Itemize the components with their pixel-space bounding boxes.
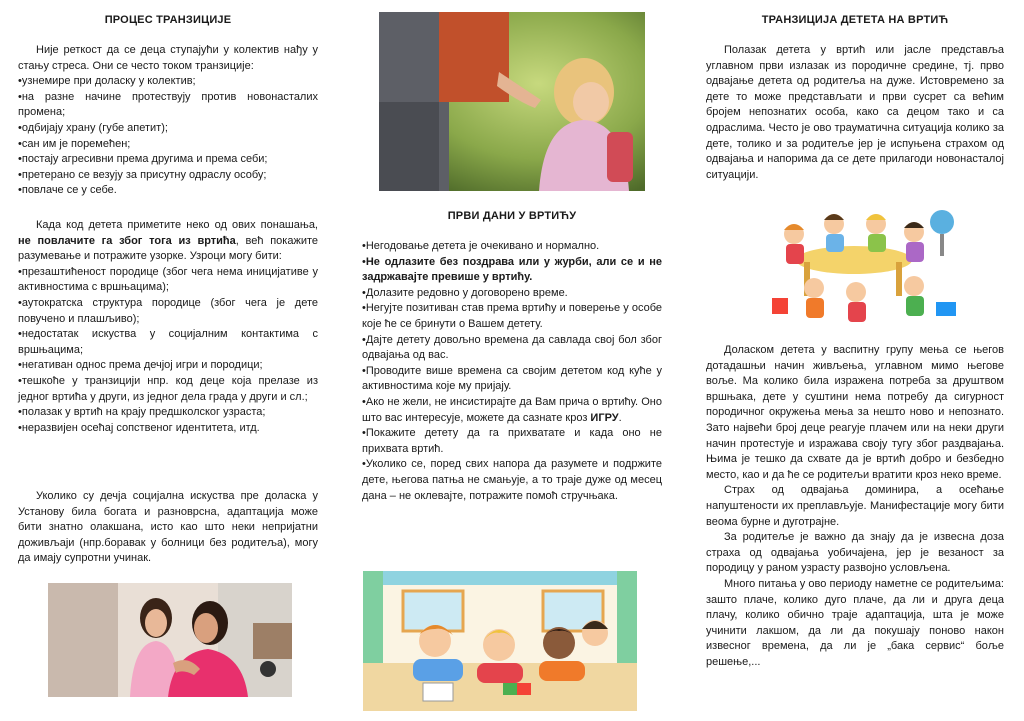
list-item: • Проводите више времена са својим дететом код куће у активностима које му пријају.	[362, 364, 662, 395]
list-item: • полазак у вртић на крају предшколског узраста;	[18, 405, 318, 421]
children-cartoon-illustration	[363, 571, 637, 711]
list-item: • аутократска структура породице (због чега је дете повучено и плашљиво);	[18, 296, 318, 327]
reactions-list	[18, 74, 318, 199]
list-item: • на разне начине протествују против новонасталих промена;	[18, 90, 318, 121]
list-item: • Не одлазите без поздрава или у журби, али се и не задржавајте превише у вртићу.	[362, 255, 662, 286]
list-item: • узнемире при доласку у колектив;	[18, 74, 318, 90]
section-title: ТРАНЗИЦИЈА ДЕТЕТА НА ВРТИЋ	[761, 14, 949, 26]
list-item: • одбијају храну (губе апетит);	[18, 121, 318, 137]
classroom-table-illustration	[764, 202, 966, 326]
list-item: • Покажите детету да га прихватате и када оно не прихвата вртић.	[362, 426, 662, 457]
list-item: • Ако не жели, не инсистирајте да Вам прича о вртићу. Оно што вас интересује, можете да сазнате кроз ИГРУ.	[362, 395, 662, 426]
section-title: ПРВИ ДАНИ У ВРТИЋУ	[447, 210, 577, 222]
list-item: • Негодовање детета је очекивано и нормално.	[362, 239, 662, 255]
notice-paragraph: Када код детета приметите неко од ових понашања, не повлачите га због тога из вртића, већ покажите разумевање и потражите узорке. Узроци могу бити:	[18, 219, 319, 263]
list-item: • Уколико се, поред свих напора да разумете и подржите дете, његова патња не смањује, а то траје дуже од месец дана – не оклевајте, потражите помоћ стручњака.	[362, 457, 662, 504]
list-item: • сан им је поремећен;	[18, 137, 318, 153]
list-item: • негативан однос према дечјој игри и породици;	[18, 358, 318, 374]
tips-list	[362, 239, 662, 504]
closing-paragraph: Уколико су дечја социјална искуства пре доласка у Установу била богата и разноврсна, адаптација може бити знатно олакшана, исто као што неки непријатни доживљаји (нпр.боравак у болници без родитеља), могу да имају супротни учинак.	[18, 490, 318, 565]
parent-child-photo	[379, 12, 645, 191]
paragraph: Много питања у ово периоду наметне се родитељима: зашто плаче, колико дуго плаче, да ли и друга деца плачу, колико обично траје адаптација, шта је може учинити лакшом, да ли да покушају поново након извесног времена, да ли је „бака сервис“ боље решење,...	[706, 577, 1004, 668]
paragraph: Доласком детета у васпитну групу мења се његов дотадашњи начин живљења, углавном мимо његове воље. Ма колико била изражена потреба за друштвом вршњака, дете у суштини нема потребу да сигурност породичног окружења мења за нешто ново и непознато. Зато највећи број деце реагује плачем или на неки други начин протестује и изражава своју тугу због раздвајања. Њима је тешко да схвате да је вртић добро и безбедно место, као и да ће се родитељи вратити кроз неко време.	[706, 344, 1004, 481]
mother-daughter-photo	[48, 583, 292, 697]
list-item: • неразвијен осећај сопственог идентитета, итд.	[18, 421, 318, 437]
list-item: • тешкоће у транзицији нпр. код деце која прелазе из једног вртића у други, из једног дела града у други и сл.;	[18, 374, 318, 405]
list-item: • недостатак искуства у социјалним контактима с вршњацима;	[18, 327, 318, 358]
causes-list	[18, 265, 318, 437]
paragraph: Страх од одвајања доминира, а осећање напуштености их преплављује. Манифестације могу бити веома бурне и дуготрајне.	[706, 484, 1004, 528]
paragraph: За родитеље је важно да знају да је извесна доза страха од одвајања уобичајена, јер је везаност за породицу у раном узрасту развојно условљена.	[706, 531, 1004, 575]
paragraph: Полазак детета у вртић или јасле представља углавном први излазак из породичне средине, тј. прво одвајање детета од родитеља на дуже. Истовремено за дете то може представљати и први сусрет са већим бројем непознатих особа, како са децом тако и са одраслима. Често је ово трауматична ситуација колико за дете, толико и за родитеље јер је испуњена страхом од одвајања и напорима да се дете прилагоди новонасталој ситуацији.	[706, 44, 1004, 181]
list-item: • повлаче се у себе.	[18, 183, 318, 199]
list-item: • постају агресивни према другима и према себи;	[18, 152, 318, 168]
list-item: • Долазите редовно у договорено време.	[362, 286, 662, 302]
section-title: ПРОЦЕС ТРАНЗИЦИЈЕ	[104, 14, 232, 26]
list-item: • претерано се везују за присутну одраслу особу;	[18, 168, 318, 184]
intro-paragraph: Није реткост да се деца ступајући у колектив нађу у стању стреса. Они се често током транзиције:	[18, 44, 318, 72]
list-item: • презаштићеност породице (због чега нема иницијативе у активностима с вршњацима);	[18, 265, 318, 296]
list-item: • Негујте позитиван став према вртићу и поверење у особе које ће се бринути о Вашем детету.	[362, 301, 662, 332]
list-item: • Дајте детету довољно времена да савлада свој бол због одвајања од вас.	[362, 333, 662, 364]
